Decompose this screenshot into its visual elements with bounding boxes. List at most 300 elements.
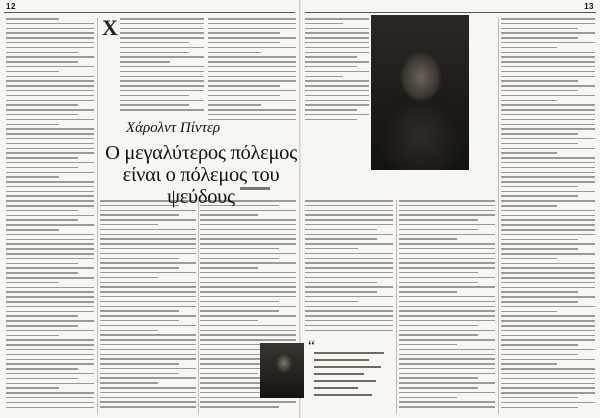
text-line — [305, 330, 393, 332]
text-line — [305, 286, 393, 288]
text-line — [399, 358, 495, 360]
text-line — [501, 234, 595, 236]
text-line — [6, 287, 94, 289]
text-line — [6, 47, 94, 49]
text-line — [6, 66, 94, 68]
text-line — [100, 210, 196, 212]
text-line — [6, 248, 94, 250]
text-line — [200, 243, 296, 245]
text-line — [100, 377, 196, 379]
text-line — [305, 80, 369, 82]
text-line — [399, 306, 495, 308]
text-line — [305, 76, 343, 78]
text-line — [305, 320, 393, 322]
text-line — [305, 47, 369, 49]
text-line — [100, 272, 196, 274]
text-line — [6, 23, 94, 25]
text-line — [501, 243, 595, 245]
text-line — [100, 282, 196, 284]
column-right-3 — [501, 18, 595, 414]
text-line — [501, 28, 578, 30]
text-line — [120, 18, 204, 20]
text-line — [501, 66, 595, 68]
text-line — [6, 339, 94, 341]
text-line — [200, 277, 296, 279]
text-line — [6, 272, 78, 274]
text-line — [399, 296, 495, 298]
text-line — [100, 368, 196, 370]
text-line — [501, 263, 595, 265]
text-line — [399, 344, 457, 346]
text-line — [208, 80, 296, 82]
text-line — [6, 176, 59, 178]
text-line — [305, 100, 369, 102]
text-line — [200, 406, 279, 408]
text-line — [501, 148, 595, 150]
text-line — [200, 210, 296, 212]
text-line — [501, 124, 595, 126]
text-line — [501, 95, 595, 97]
text-line — [305, 325, 393, 327]
text-line — [399, 262, 495, 264]
text-line — [399, 363, 495, 365]
text-line — [6, 397, 94, 399]
text-line — [501, 315, 595, 317]
text-line — [6, 52, 78, 54]
text-line — [501, 349, 595, 351]
text-line — [6, 354, 94, 356]
header-rule-right — [305, 12, 596, 13]
text-line — [501, 152, 557, 154]
text-line — [6, 157, 78, 159]
text-line — [208, 42, 280, 44]
text-line — [399, 406, 495, 408]
text-line — [399, 205, 495, 207]
text-line — [6, 263, 78, 265]
text-line — [399, 315, 495, 317]
text-line — [100, 406, 196, 408]
text-line — [399, 248, 495, 250]
text-line — [501, 320, 595, 322]
text-line — [200, 214, 258, 216]
text-line — [6, 234, 94, 236]
text-line — [501, 402, 595, 404]
text-line — [200, 291, 296, 293]
text-line — [120, 109, 204, 111]
text-line — [6, 205, 94, 207]
text-line — [501, 277, 595, 279]
text-line — [6, 42, 94, 44]
text-line — [501, 100, 557, 102]
text-line — [100, 258, 179, 260]
text-line — [501, 56, 595, 58]
text-line — [501, 128, 595, 130]
text-line — [399, 368, 495, 370]
text-line — [501, 176, 595, 178]
text-line — [120, 66, 204, 68]
text-line — [305, 262, 393, 264]
text-line — [208, 23, 296, 25]
text-line — [200, 401, 296, 403]
text-line — [501, 378, 595, 380]
text-line — [501, 138, 595, 140]
text-line — [305, 310, 393, 312]
column-divider — [198, 200, 199, 414]
text-line — [200, 330, 296, 332]
text-line — [6, 90, 94, 92]
text-line — [501, 195, 578, 197]
text-line — [399, 377, 478, 379]
text-line — [501, 167, 595, 169]
text-line — [208, 18, 296, 20]
text-line — [100, 262, 196, 264]
drop-cap — [102, 18, 118, 38]
pull-quote — [314, 352, 392, 408]
text-line — [120, 71, 204, 73]
text-line — [501, 210, 595, 212]
text-line — [305, 37, 369, 39]
text-line — [6, 224, 94, 226]
text-line — [6, 344, 94, 346]
text-line — [305, 214, 393, 216]
text-line — [6, 37, 94, 39]
text-line — [305, 277, 393, 279]
text-line — [6, 128, 94, 130]
text-line — [6, 80, 94, 82]
text-line — [6, 243, 94, 245]
column-right-1 — [305, 200, 393, 338]
text-line — [100, 363, 179, 365]
text-line — [305, 224, 393, 226]
text-line — [501, 392, 595, 394]
text-line — [120, 56, 204, 58]
text-line — [100, 277, 158, 279]
text-line — [305, 114, 369, 116]
text-line — [501, 306, 595, 308]
text-line — [501, 330, 595, 332]
text-line — [208, 56, 296, 58]
text-line — [501, 248, 578, 250]
text-line — [501, 311, 557, 313]
column-divider — [498, 18, 499, 414]
text-line — [100, 238, 196, 240]
text-line — [501, 172, 595, 174]
text-line — [305, 28, 369, 30]
text-line — [200, 315, 296, 317]
text-line — [399, 267, 495, 269]
text-line — [208, 76, 296, 78]
column-intro-2 — [208, 18, 296, 128]
text-line — [501, 71, 595, 73]
text-line — [501, 61, 595, 63]
text-line — [501, 368, 595, 370]
text-line — [501, 85, 595, 87]
text-line — [6, 71, 59, 73]
text-line — [6, 258, 94, 260]
text-line — [6, 172, 94, 174]
text-line — [100, 401, 196, 403]
column-left-body-1 — [100, 200, 196, 414]
text-line — [6, 167, 78, 169]
text-line — [100, 243, 196, 245]
text-line — [6, 200, 94, 202]
text-line — [100, 310, 179, 312]
text-line — [100, 306, 196, 308]
text-line — [501, 90, 578, 92]
text-line — [6, 95, 94, 97]
text-line — [6, 133, 94, 135]
text-line — [501, 258, 557, 260]
text-line — [501, 47, 557, 49]
text-line — [305, 66, 357, 68]
text-line — [501, 354, 578, 356]
text-line — [200, 306, 296, 308]
text-line — [200, 229, 296, 231]
text-line — [100, 291, 196, 293]
column-divider — [396, 200, 397, 414]
text-line — [501, 344, 578, 346]
text-line — [399, 286, 495, 288]
text-line — [6, 28, 94, 30]
text-line — [501, 104, 595, 106]
text-line — [501, 76, 595, 78]
text-line — [6, 373, 94, 375]
text-line — [208, 114, 296, 116]
portrait-photo — [371, 15, 469, 170]
text-line — [6, 407, 94, 409]
text-line — [305, 253, 393, 255]
text-line — [501, 296, 595, 298]
text-line — [6, 315, 78, 317]
text-line — [200, 219, 296, 221]
text-line — [305, 296, 393, 298]
text-line — [120, 95, 189, 97]
text-line — [501, 42, 595, 44]
text-line — [399, 282, 478, 284]
text-line — [501, 272, 595, 274]
text-line — [305, 267, 393, 269]
text-line — [6, 18, 59, 20]
text-line — [305, 301, 358, 303]
text-line — [208, 66, 296, 68]
text-line — [6, 152, 94, 154]
text-line — [305, 23, 343, 25]
text-line — [501, 335, 595, 337]
text-line — [100, 358, 196, 360]
text-line — [501, 215, 595, 217]
text-line — [501, 181, 595, 183]
text-line — [200, 253, 296, 255]
text-line — [399, 334, 478, 336]
text-line — [399, 291, 457, 293]
text-line — [305, 42, 369, 44]
text-line — [501, 109, 595, 111]
text-line — [6, 282, 59, 284]
text-line — [399, 397, 457, 399]
text-line — [100, 253, 196, 255]
text-line — [399, 272, 478, 274]
text-line — [305, 205, 393, 207]
text-line — [305, 61, 369, 63]
text-line — [501, 239, 578, 241]
page-number-left: 12 — [6, 2, 16, 11]
text-line — [6, 191, 94, 193]
text-line — [6, 61, 78, 63]
text-line — [399, 392, 495, 394]
inset-photo — [260, 343, 304, 398]
text-line — [100, 392, 196, 394]
text-line — [501, 23, 595, 25]
text-line — [501, 373, 595, 375]
text-line — [6, 186, 94, 188]
byline-mark — [240, 187, 270, 190]
text-line — [501, 219, 595, 221]
text-line — [100, 267, 179, 269]
left-page — [0, 0, 299, 418]
text-line — [120, 23, 204, 25]
text-line — [399, 210, 495, 212]
text-line — [200, 339, 296, 341]
text-line — [100, 397, 196, 399]
text-line — [305, 119, 357, 121]
text-line — [501, 133, 578, 135]
text-line — [305, 234, 393, 236]
text-line — [305, 71, 369, 73]
text-line — [305, 95, 369, 97]
text-line — [208, 109, 296, 111]
text-line — [200, 373, 258, 375]
text-line — [100, 219, 196, 221]
text-line — [6, 325, 78, 327]
text-line — [6, 267, 94, 269]
text-line — [208, 95, 280, 97]
text-line — [305, 243, 393, 245]
text-line — [501, 114, 595, 116]
text-line — [6, 119, 94, 121]
text-line — [6, 215, 94, 217]
text-line — [501, 267, 595, 269]
text-line — [200, 258, 279, 260]
text-line — [399, 325, 478, 327]
text-line — [6, 311, 94, 313]
text-line — [501, 191, 595, 193]
text-line — [100, 344, 196, 346]
text-line — [305, 52, 369, 54]
text-line — [399, 214, 495, 216]
text-line — [6, 253, 94, 255]
column-intro-1 — [120, 18, 204, 116]
text-line — [501, 339, 595, 341]
text-line — [208, 104, 261, 106]
text-line — [305, 104, 369, 106]
text-line — [399, 234, 495, 236]
text-line — [6, 277, 94, 279]
text-line — [305, 229, 377, 231]
text-line — [501, 397, 578, 399]
text-line — [120, 80, 204, 82]
article-headline: Ο μεγαλύτερος πόλεμος είναι ο πόλεμος του ψεύδους — [105, 142, 297, 208]
text-line — [305, 109, 357, 111]
text-line — [399, 382, 495, 384]
text-line — [100, 320, 179, 322]
text-line — [501, 37, 578, 39]
text-line — [120, 42, 189, 44]
text-line — [501, 287, 595, 289]
text-line — [200, 310, 279, 312]
text-line — [305, 85, 369, 87]
text-line — [120, 85, 204, 87]
text-line — [200, 301, 279, 303]
text-line — [501, 52, 595, 54]
article-kicker: Χάρολντ Πίντερ — [125, 120, 221, 136]
text-line — [399, 258, 495, 260]
text-line — [305, 282, 377, 284]
text-line — [100, 248, 196, 250]
text-line — [399, 401, 495, 403]
text-line — [399, 301, 495, 303]
text-line — [100, 229, 196, 231]
text-line — [120, 61, 170, 63]
text-line — [100, 354, 196, 356]
column-right-2 — [399, 200, 495, 414]
header-rule-left — [4, 12, 295, 13]
text-line — [200, 267, 258, 269]
text-line — [501, 291, 578, 293]
text-line — [6, 210, 78, 212]
text-line — [399, 320, 495, 322]
text-line — [6, 335, 59, 337]
text-line — [208, 90, 296, 92]
text-line — [399, 253, 495, 255]
text-line — [399, 224, 495, 226]
text-line — [399, 277, 495, 279]
text-line — [6, 56, 94, 58]
text-line — [100, 373, 179, 375]
text-line — [100, 224, 158, 226]
text-line — [501, 359, 595, 361]
text-line — [305, 306, 393, 308]
text-line — [501, 80, 578, 82]
text-line — [120, 104, 189, 106]
text-line — [501, 253, 595, 255]
text-line — [120, 76, 204, 78]
text-line — [6, 359, 94, 361]
text-line — [399, 238, 457, 240]
text-line — [501, 18, 595, 20]
text-line — [100, 315, 196, 317]
text-line — [6, 291, 94, 293]
text-line — [6, 349, 94, 351]
text-line — [208, 32, 280, 34]
text-line — [501, 162, 595, 164]
text-line — [305, 219, 393, 221]
text-line — [208, 61, 296, 63]
text-line — [100, 330, 158, 332]
text-line — [501, 363, 557, 365]
text-line — [305, 291, 377, 293]
text-line — [501, 157, 595, 159]
text-line — [208, 71, 296, 73]
text-line — [6, 109, 94, 111]
text-line — [100, 349, 196, 351]
text-line — [6, 378, 78, 380]
text-line — [501, 119, 595, 121]
text-line — [200, 286, 296, 288]
text-line — [6, 219, 78, 221]
text-line — [305, 248, 358, 250]
text-line — [6, 32, 94, 34]
text-line — [100, 234, 196, 236]
